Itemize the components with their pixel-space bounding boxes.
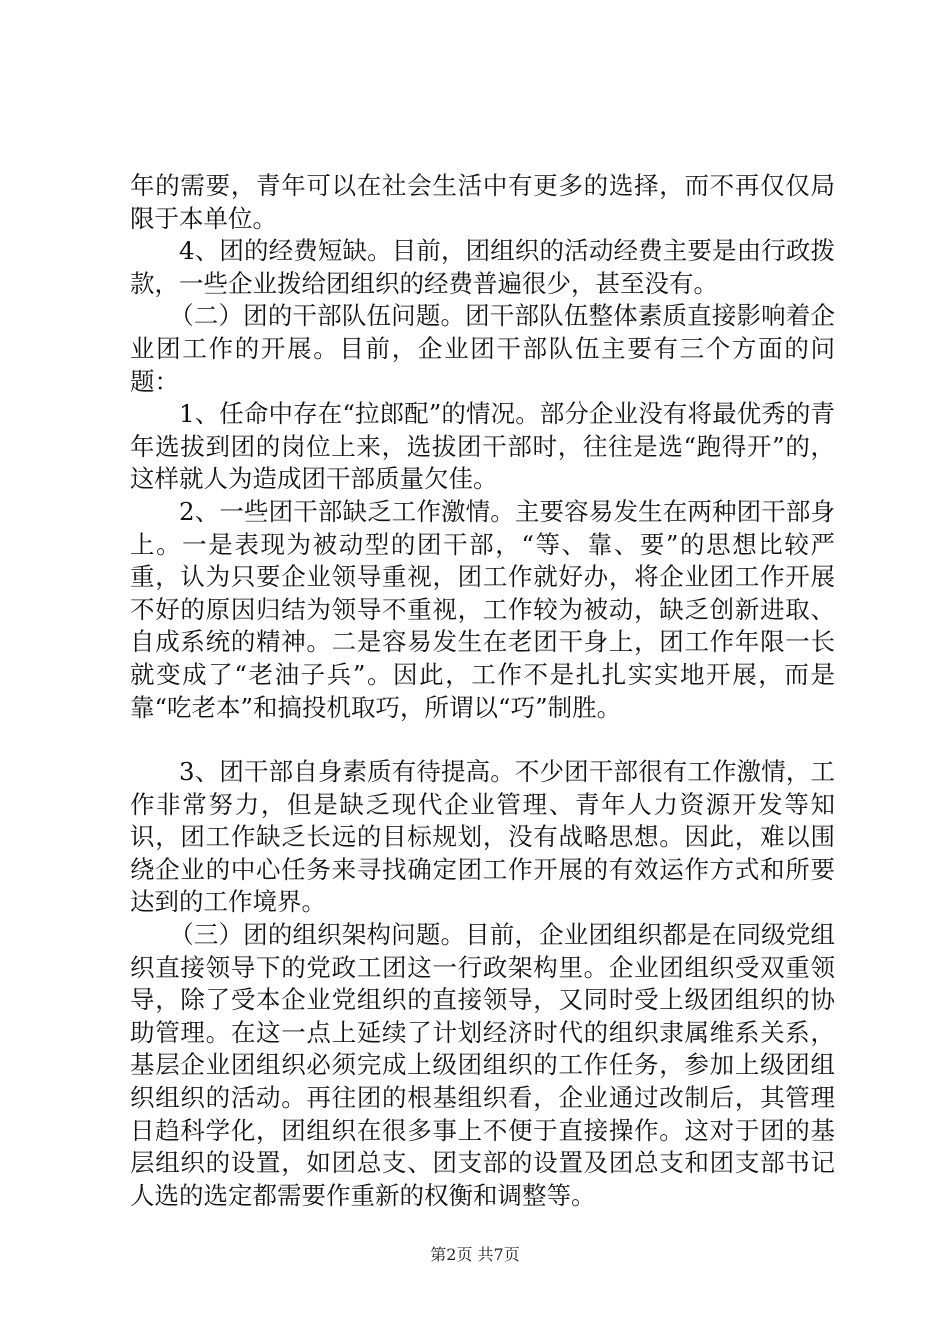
paragraph-continuation: 年的需要，青年可以在社会生活中有更多的选择，而不再仅仅局限于本单位。 xyxy=(130,171,835,233)
document-body xyxy=(130,170,835,1212)
paragraph-organization-structure: （三）团的组织架构问题。目前，企业团组织都是在同级党组织直接领导下的党政工团这一行政架构里。企业团组织受双重领导，除了受本企业党组织的直接领导，又同时受上级团组织的协助管理。在这一点上延续了计划经济时代的组织隶属维系关系，基层企业团组织必须完成上级团组织的工作任务，参加上级团组织组织的活动。再往团的根基组织看，企业通过改制后，其管理日趋科学化，团组织在很多事上不便于直接操作。这对于团的基层组织的设置，如团总支、团支部的设置及团总支和团支部书记人选的选定都需要作重新的权衡和调整等。 xyxy=(130,920,835,1210)
paragraph-funding-shortage: 4、团的经费短缺。目前，团组织的活动经费主要是由行政拨款，一些企业拨给团组织的经费普遍很少，甚至没有。 xyxy=(130,236,835,298)
paragraph-lack-of-passion: 2、一些团干部缺乏工作激情。主要容易发生在两种团干部身上。一是表现为被动型的团干部，“等、靠、要”的思想比较严重，认为只要企业领导重视，团工作就好办，将企业团工作开展不好的原因归结为领导不重视，工作较为被动，缺乏创新进取、自成系统的精神。二是容易发生在老团干身上，团工作年限一长就变成了“老油子兵”。因此，工作不是扎扎实实地开展，而是靠“吃老本”和搞投机取巧，所谓以“巧”制胜。 xyxy=(130,496,835,722)
paragraph-appointment-issue: 1、任命中存在“拉郎配”的情况。部分企业没有将最优秀的青年选拔到团的岗位上来，选拔团干部时，往往是选“跑得开”的，这样就人为造成团干部质量欠佳。 xyxy=(130,399,835,494)
page-number-footer: 第2页 共7页 xyxy=(430,1245,520,1264)
paragraph-cadre-issues-heading: （二）团的干部队伍问题。团干部队伍整体素质直接影响着企业团工作的开展。目前，企业团干部队伍主要有三个方面的问题： xyxy=(130,301,835,396)
paragraph-quality-improvement: 3、团干部自身素质有待提高。不少团干部很有工作激情，工作非常努力，但是缺乏现代企业管理、青年人力资源开发等知识，团工作缺乏长远的目标规划，没有战略思想。因此，难以围绕企业的中心任务来寻找确定团工作开展的有效运作方式和所要达到的工作境界。 xyxy=(130,757,835,917)
